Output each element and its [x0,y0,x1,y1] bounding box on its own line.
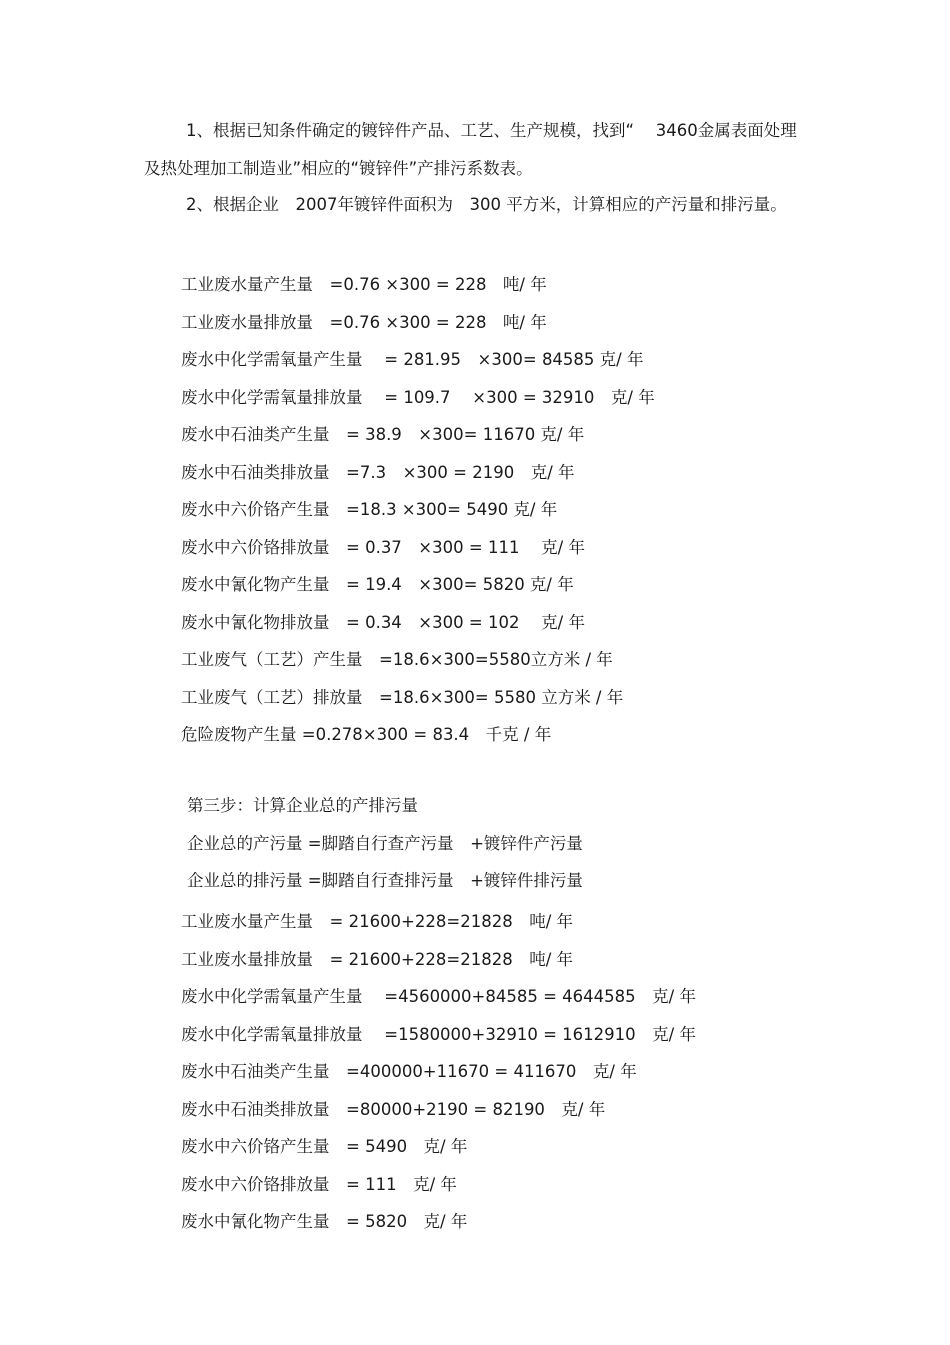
calc-line: 废水中六价铬排放量 = 0.37 ×300 = 111 克/ 年 [181,537,585,557]
calc-line: 工业废气（工艺）产生量 =18.6×300=5580立方米 / 年 [181,650,613,669]
calc-line: 废水中化学需氧量排放量 = 109.7 ×300 = 32910 克/ 年 [181,387,655,407]
calc-line: 废水中化学需氧量产生量 = 281.95 ×300= 84585 克/ 年 [181,350,644,369]
total-list [181,903,696,1241]
calc-line: 废水中氰化物产生量 = 19.4 ×300= 5820 克/ 年 [181,575,574,594]
total-line: 工业废水量产生量 = 21600+228=21828 吨/ 年 [181,912,573,931]
calc-line: 工业废气（工艺）排放量 =18.6×300= 5580 立方米 / 年 [181,687,624,707]
total-line: 废水中石油类产生量 =400000+11670 = 411670 克/ 年 [181,1062,637,1081]
total-line: 废水中氰化物产生量 = 5820 克/ 年 [181,1212,468,1231]
step-three-formula-discharge: 企业总的排污量 =脚踏自行查排污量 +镀锌件排污量 [187,871,583,890]
calc-line: 危险废物产生量 =0.278×300 = 83.4 千克 / 年 [181,725,552,744]
step-three-section [187,787,583,900]
calc-line: 废水中六价铬产生量 =18.3 ×300= 5490 克/ 年 [181,500,558,519]
calc-line: 废水中氰化物排放量 = 0.34 ×300 = 102 克/ 年 [181,612,585,632]
total-line: 废水中化学需氧量排放量 =1580000+32910 = 1612910 克/ 年 [181,1024,696,1044]
intro-paragraph-1: 1、根据已知条件确定的镀锌件产品、工艺、生产规模，找到“ 3460金属表面处理及热处理加工制造业”相应的“镀锌件”产排污系数表。 [144,121,797,178]
intro-paragraph-2: 2、根据企业 2007年镀锌件面积为 300 平方米，计算相应的产污量和排污量。 [186,195,787,214]
total-line: 废水中化学需氧量产生量 =4560000+84585 = 4644585 克/ 年 [181,987,696,1006]
calc-line: 工业废水量排放量 =0.76 ×300 = 228 吨/ 年 [181,312,547,332]
calc-line: 废水中石油类产生量 = 38.9 ×300= 11670 克/ 年 [181,425,585,444]
total-line: 工业废水量排放量 = 21600+228=21828 吨/ 年 [181,949,573,969]
step-three-formula-production: 企业总的产污量 =脚踏自行查产污量 +镀锌件产污量 [187,833,583,853]
calc-line: 工业废水量产生量 =0.76 ×300 = 228 吨/ 年 [181,275,547,294]
total-line: 废水中六价铬产生量 = 5490 克/ 年 [181,1137,468,1156]
total-line: 废水中石油类排放量 =80000+2190 = 82190 克/ 年 [181,1099,606,1119]
total-line: 废水中六价铬排放量 = 111 克/ 年 [181,1174,457,1194]
calculation-list [181,266,655,754]
step-three-title: 第三步：计算企业总的产排污量 [187,796,418,815]
calc-line: 废水中石油类排放量 =7.3 ×300 = 2190 克/ 年 [181,462,575,482]
